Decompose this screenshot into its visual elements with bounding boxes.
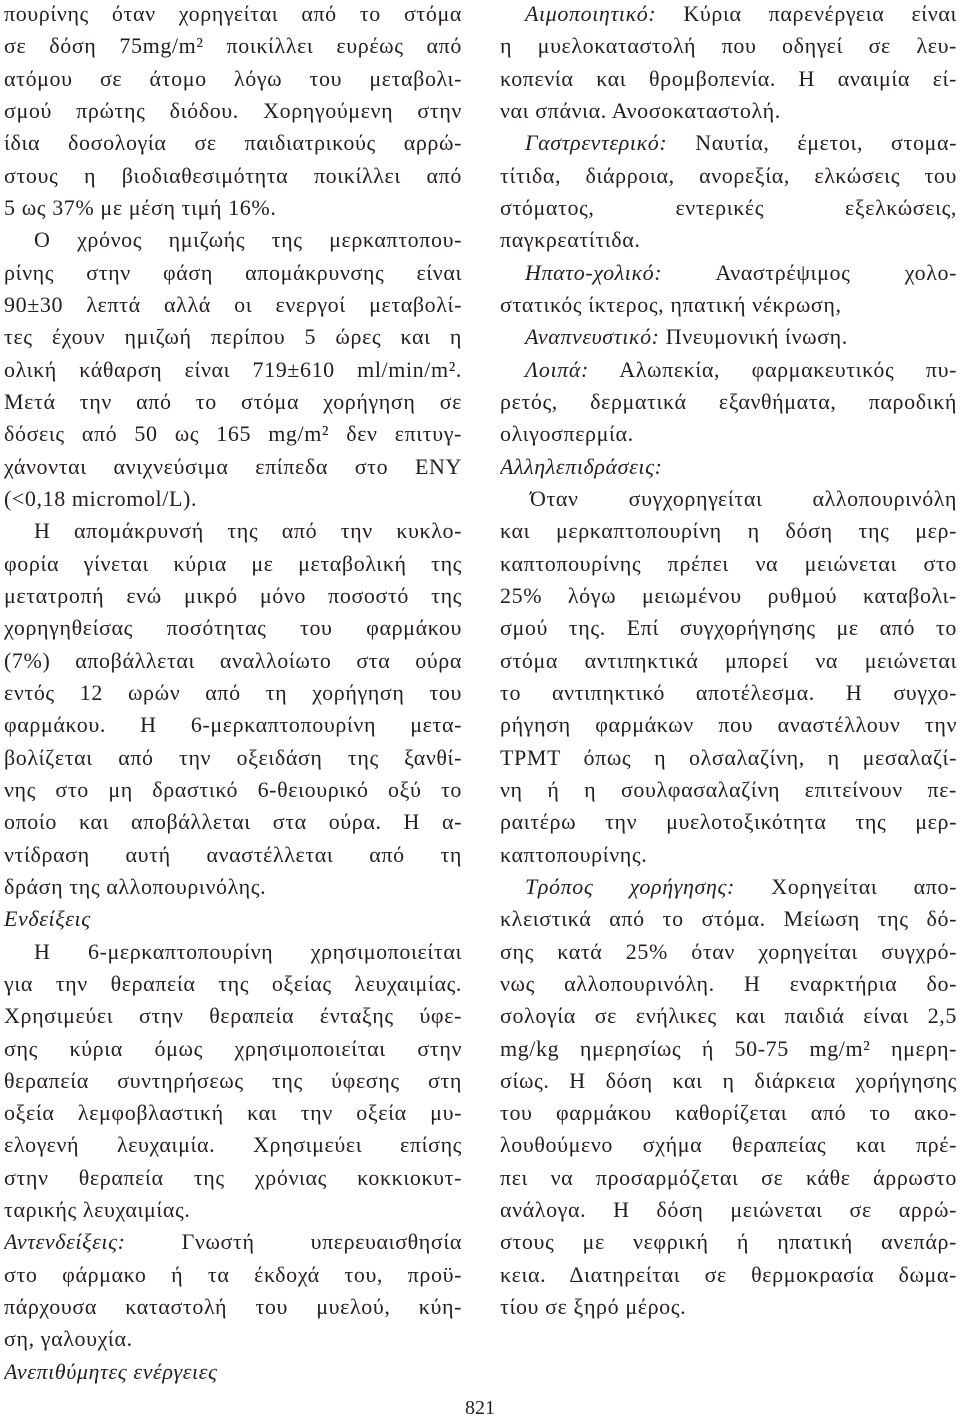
text-line: σίως. Η δόση και η διάρκεια χορήγησης <box>500 1067 957 1093</box>
text-line <box>500 127 957 159</box>
text-line: χορηγηθείσας ποσότητας του φαρμάκου <box>4 615 462 641</box>
text-line: και μερκαπτοπουρίνη η δόση της μερ- <box>500 518 957 544</box>
text-line: δράση της αλλοπουρινόλης. <box>4 873 267 899</box>
text-line: κοπενία και θρομβοπενία. Η αναιμία εί- <box>500 65 957 91</box>
text-line: κεια. Διατηρείται σε θερμοκρασία δωμα- <box>500 1261 957 1287</box>
text-line: σολογία σε ενήλικες και παιδιά είναι 2,5 <box>500 1003 957 1029</box>
text-line: σης κατά 25% όταν χορηγείται συγχρό- <box>500 938 957 964</box>
text-line: στους με νεφρική ή ηπατική ανεπάρ- <box>500 1229 957 1255</box>
text-line <box>500 257 957 289</box>
text-line: στόμα αντιπηκτικά μπορεί να μειώνεται <box>500 647 957 673</box>
line-text: Αναστρέψιμος χολο- <box>715 259 957 285</box>
section-label: Αναπνευστικό: <box>525 324 660 350</box>
section-label: Γαστρεντερικό: <box>525 130 668 156</box>
text-line: οποίο και αποβάλλεται στα ούρα. Η α- <box>4 809 462 835</box>
text-line: βολίζεται από την οξειδάση της ξανθί- <box>4 744 462 770</box>
section-heading: Αλληλεπιδράσεις: <box>500 453 663 479</box>
line-text: Χορηγείται απο- <box>771 873 957 899</box>
text-line: για την θεραπεία της οξείας λευχαιμίας. <box>4 970 462 996</box>
text-line: η μυελοκαταστολή που οδηγεί σε λευ- <box>500 33 957 59</box>
text-line: 90±30 λεπτά αλλά οι ενεργοί μεταβολί- <box>4 291 462 317</box>
text-line: 5 ως 37% με μέση τιμή 16%. <box>4 194 277 220</box>
section-label: Αιμοποιητικό: <box>525 1 657 26</box>
text-line: στόματος, εντερικές εξελκώσεις, <box>500 194 957 220</box>
text-line: στην θεραπεία της χρόνιας κοκκιοκυτ- <box>4 1164 462 1190</box>
text-line: φορία γίνεται κύρια με μεταβολική της <box>4 550 462 576</box>
text-line: κλειστικά από το στόμα. Μείωση της δό- <box>500 906 957 932</box>
text-line: ραιτέρω την μυελοτοξικότητα της μερ- <box>500 809 957 835</box>
section-label: Τρόπος χορήγησης: <box>525 873 735 899</box>
text-line: θεραπεία συντηρήσεως της ύφεσης στη <box>4 1067 462 1093</box>
text-line: χάνονται ανιχνεύσιμα επίπεδα στο ΕΝΥ <box>4 453 462 479</box>
text-line: TPMT όπως η ολσαλαζίνη, η μεσαλαζί- <box>500 744 957 770</box>
text-line: Η 6-μερκαπτοπουρίνη χρησιμοποιείται <box>34 938 462 964</box>
text-line: νη ή η σουλφασαλαζίνη επιτείνουν πε- <box>500 776 957 802</box>
text-line: σε δόση 75mg/m² ποικίλλει ευρέως από <box>4 33 462 59</box>
left-column <box>4 0 462 1388</box>
text-line: μετατροπή ενώ μικρό μόνο ποσοστό της <box>4 582 462 608</box>
text-line: 25% λόγω μειωμένου ρυθμού καταβολι- <box>500 582 957 608</box>
text-line: ναι σπάνια. Ανοσοκαταστολή. <box>500 97 781 123</box>
text-line: Όταν συγχορηγείται αλλοπουρινόλη <box>530 485 957 511</box>
text-line: ολική κάθαρση είναι 719±610 ml/min/m². <box>4 356 462 382</box>
text-line: ίδια δοσολογία σε παιδιατρικούς αρρώ- <box>4 130 462 156</box>
text-line: ρήγηση φαρμάκων που αναστέλλουν την <box>500 712 957 738</box>
text-line: mg/kg ημερησίως ή 50-75 mg/m² ημερη- <box>500 1035 957 1061</box>
text-line: δόσεις από 50 ως 165 mg/m² δεν επιτυγ- <box>4 421 462 447</box>
text-line: νης στο μη δραστικό 6-θειουρικό οξύ το <box>4 776 462 802</box>
right-column <box>500 0 957 1323</box>
text-line: ανάλογα. Η δόση μειώνεται σε αρρώ- <box>500 1197 957 1223</box>
section-label: Ηπατο-χολικό: <box>525 259 663 285</box>
line-text: Κύρια παρενέργεια είναι <box>683 1 957 26</box>
text-line: (7%) αποβάλλεται αναλλοίωτο στα ούρα <box>4 647 462 673</box>
text-line: ντίδραση αυτή αναστέλλεται από τη <box>4 841 462 867</box>
text-line: καπτοπουρίνης πρέπει να μειώνεται στο <box>500 550 957 576</box>
text-line: Μετά την από το στόμα χορήγηση σε <box>4 388 462 414</box>
text-line: πει να προσαρμόζεται σε κάθε άρρωστο <box>500 1164 957 1190</box>
section-heading: Ενδείξεις <box>4 906 91 932</box>
text-line <box>500 354 957 386</box>
text-line: ατόμου σε άτομο λόγω του μεταβολι- <box>4 65 462 91</box>
text-line: σμού της. Επί συγχορήγησης με από το <box>500 615 957 641</box>
text-line: πουρίνης όταν χορηγείται από το στόμα <box>4 1 462 26</box>
text-line: Η απομάκρυνσή της από την κυκλο- <box>34 518 462 544</box>
text-line <box>500 871 957 903</box>
text-line <box>500 321 957 353</box>
text-line: το αντιπηκτικό αποτέλεσμα. Η συγχο- <box>500 679 957 705</box>
text-line: σης κύρια όμως χρησιμοποιείται στην <box>4 1035 462 1061</box>
text-line: Χρησιμεύει στην θεραπεία ένταξης ύφε- <box>4 1003 462 1029</box>
text-line: ρετός, δερματικά εξανθήματα, παροδική <box>500 388 957 414</box>
text-line: ση, γαλουχία. <box>4 1326 133 1352</box>
text-line: τίου σε ξηρό μέρος. <box>500 1294 687 1320</box>
text-line: Ο χρόνος ημιζωής της μερκαπτοπου- <box>34 227 462 253</box>
text-line: παγκρεατίτιδα. <box>500 227 641 253</box>
section-label: Αντενδείξεις: <box>4 1229 126 1255</box>
text-line: ταρικής λευχαιμίας. <box>4 1197 191 1223</box>
text-line <box>500 0 957 30</box>
text-line: πάρχουσα καταστολή του μυελού, κύη- <box>4 1294 462 1320</box>
page-number: 821 <box>465 1397 495 1419</box>
text-line: τες έχουν ημιζωή περίπου 5 ώρες και η <box>4 324 462 350</box>
text-line: τίτιδα, διάρροια, ανορεξία, ελκώσεις του <box>500 162 957 188</box>
text-line: ολιγοσπερμία. <box>500 421 634 447</box>
text-line: σμού πρώτης διόδου. Χορηγούμενη στην <box>4 97 462 123</box>
text-line: στατικός ίκτερος, ηπατική νέκρωση, <box>500 291 842 317</box>
line-text: Αλωπεκία, φαρμακευτικός πυ- <box>619 356 957 382</box>
text-line: στο φάρμακο ή τα έκδοχά του, προϋ- <box>4 1261 462 1287</box>
line-text: Γνωστή υπερευαισθησία <box>181 1229 462 1255</box>
text-line: εντός 12 ωρών από τη χορήγηση του <box>4 679 462 705</box>
text-line: νως αλλοπουρινόλη. Η εναρκτήρια δο- <box>500 970 957 996</box>
text-line: (<0,18 micromol/L). <box>4 485 198 511</box>
text-line: φαρμάκου. Η 6-μερκαπτοπουρίνη μετα- <box>4 712 462 738</box>
section-heading: Ανεπιθύμητες ενέργειες <box>4 1358 218 1384</box>
section-label: Λοιπά: <box>525 356 589 382</box>
line-text: Πνευμονική ίνωση. <box>665 324 848 350</box>
text-line: ρίνης στην φάση απομάκρυνσης είναι <box>4 259 462 285</box>
text-line: λουθούμενο σχήμα θεραπείας και πρέ- <box>500 1132 957 1158</box>
line-text: Ναυτία, έμετοι, στομα- <box>695 130 957 156</box>
text-line: ελογενή λευχαιμία. Χρησιμεύει επίσης <box>4 1132 462 1158</box>
text-line: του φαρμάκου καθορίζεται από το ακο- <box>500 1100 957 1126</box>
text-line: στους η βιοδιαθεσιμότητα ποικίλλει από <box>4 162 462 188</box>
text-line: οξεία λεμφοβλαστική και την οξεία μυ- <box>4 1100 462 1126</box>
text-line: καπτοπουρίνης. <box>500 841 648 867</box>
text-line <box>4 1226 462 1258</box>
